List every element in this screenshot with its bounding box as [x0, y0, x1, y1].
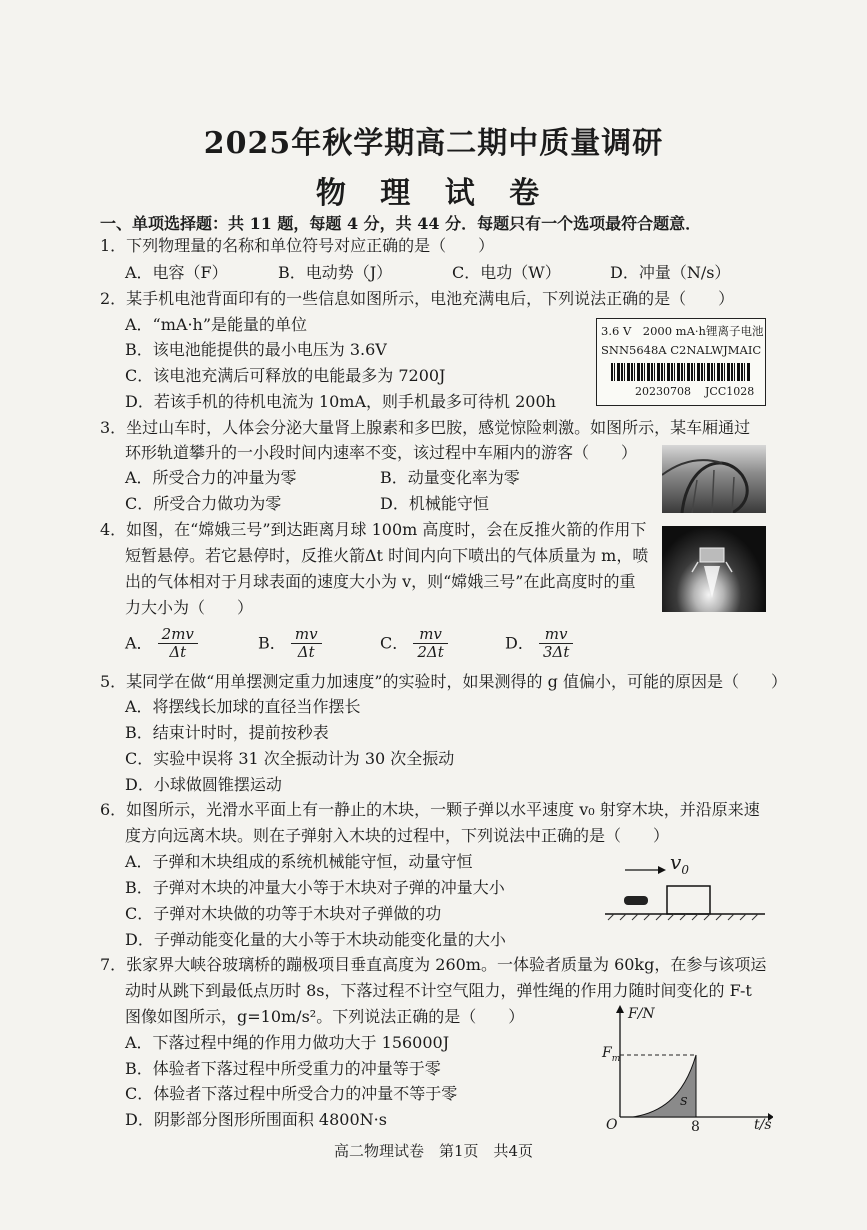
q2-option-b: B．该电池能提供的最小电压为 3.6V	[125, 340, 387, 359]
q4-option-a-label: A．	[125, 633, 153, 653]
q3-stem-line2: 环形轨道攀升的一小段时间内速率不变，该过程中车厢内的游客（ ）	[125, 443, 638, 462]
graph-fm-symbol: F	[602, 1045, 612, 1061]
q2-stem: 2．某手机电池背面印有的一些信息如图所示，电池充满电后，下列说法正确的是（ ）	[100, 289, 735, 308]
force-time-graph	[598, 1005, 773, 1135]
q7-stem-line1: 7．张家界大峡谷玻璃桥的蹦极项目垂直高度为 260m。一体验者质量为 60kg，在参与该项运	[100, 955, 767, 974]
q4-option-c	[380, 626, 448, 661]
battery-label-figure	[596, 318, 766, 406]
force-time-graph-drawing	[598, 1005, 773, 1135]
q4-option-c-label: C．	[380, 633, 409, 653]
q5-option-a: A．将摆线长加球的直径当作摆长	[125, 697, 361, 716]
q7-stem-line2: 动时从跳下到最低点历时 8s，下落过程不计空气阻力，弹性绳的作用力随时间变化的 F-t	[125, 981, 752, 1000]
q7-option-d: D．阴影部分图形所围面积 4800N·s	[125, 1110, 387, 1129]
q4-stem-line4: 力大小为（ ）	[125, 598, 254, 617]
q7-option-b: B．体验者下落过程中所受重力的冲量等于零	[125, 1059, 441, 1078]
q4-a-numerator: 2mv	[158, 626, 198, 644]
exam-title: 2025年秋学期高二期中质量调研	[203, 126, 664, 161]
exam-subtitle: 物 理 试 卷	[315, 176, 552, 211]
q3-stem-line1: 3．坐过山车时，人体会分泌大量肾上腺素和多巴胺，感觉惊险刺激。如图所示，某车厢通过	[100, 418, 751, 437]
velocity-symbol: v	[670, 850, 682, 874]
bullet-block-figure	[600, 850, 770, 926]
lunar-lander-photo	[662, 526, 766, 612]
velocity-subscript: 0	[681, 863, 689, 877]
q2-option-c: C．该电池充满后可释放的电能最多为 7200J	[125, 366, 446, 385]
q4-d-numerator: mv	[539, 626, 573, 644]
q4-option-d-fraction	[539, 626, 573, 661]
q6-stem-line2: 度方向远离木块。则在子弹射入木块的过程中，下列说法中正确的是（ ）	[125, 826, 670, 845]
q1-option-b: B．电动势（J）	[278, 263, 393, 282]
q1-option-a: A．电容（F）	[125, 263, 228, 282]
battery-label-code1: 20230708	[635, 385, 691, 398]
battery-label-line2: SNN5648A C2NALWJMAIC	[601, 343, 762, 357]
q6-option-a: A．子弹和木块组成的系统机械能守恒，动量守恒	[125, 852, 473, 871]
q2-option-d: D．若该手机的待机电流为 10mA，则手机最多可待机 200h	[125, 392, 556, 411]
q4-stem-line1: 4．如图，在“嫦娥三号”到达距离月球 100m 高度时，会在反推火箭的作用下	[100, 520, 647, 539]
battery-label-line1: 3.6 V 2000 mA·h锂离子电池	[601, 324, 764, 338]
q4-option-a-fraction	[158, 626, 198, 661]
q5-option-c: C．实验中误将 31 次全振动计为 30 次全振动	[125, 749, 455, 768]
q4-option-b-fraction	[291, 626, 322, 661]
graph-fm-subscript: m	[611, 1053, 621, 1064]
q6-stem-line1: 6．如图所示，光滑水平面上有一静止的木块，一颗子弹以水平速度 v₀ 射穿木块，并沿原来速	[100, 800, 760, 819]
graph-area-label: S	[680, 1095, 688, 1108]
q4-d-denominator: 3Δt	[542, 643, 570, 661]
bullet-block-drawing	[600, 850, 770, 926]
q4-c-denominator: 2Δt	[417, 643, 444, 661]
q3-option-a: A．所受合力的冲量为零	[125, 468, 297, 487]
graph-y-axis-label: F/N	[628, 1006, 655, 1022]
q6-option-c: C．子弹对木块做的功等于木块对子弹做的功	[125, 904, 442, 923]
q5-option-d: D．小球做圆锥摆运动	[125, 775, 282, 794]
graph-origin-label: O	[606, 1117, 618, 1133]
graph-x-axis-label: t/s	[754, 1117, 772, 1133]
q4-b-denominator: Δt	[297, 643, 315, 661]
q4-stem-line3: 出的气体相对于月球表面的速度大小为 v，则“嫦娥三号”在此高度时的重	[125, 572, 636, 591]
q4-b-numerator: mv	[291, 626, 322, 644]
q1-option-d: D．冲量（N/s）	[610, 263, 731, 282]
q5-option-b: B．结束计时时，提前按秒表	[125, 723, 329, 742]
q5-stem: 5．某同学在做“用单摆测定重力加速度”的实验时，如果测得的 g 值偏小，可能的原因是（ ）	[100, 672, 787, 691]
q1-stem: 1．下列物理量的名称和单位符号对应正确的是（ ）	[100, 236, 495, 255]
q4-option-b	[258, 626, 322, 661]
q3-option-b: B．动量变化率为零	[380, 468, 520, 487]
q4-option-d-label: D．	[505, 633, 534, 653]
q4-option-a	[125, 626, 198, 661]
q4-option-d	[505, 626, 573, 661]
q7-option-a: A．下落过程中绳的作用力做功大于 156000J	[125, 1033, 450, 1052]
roller-coaster-photo	[662, 445, 766, 513]
q4-c-numerator: mv	[413, 626, 447, 644]
q6-option-d: D．子弹动能变化量的大小等于木块动能变化量的大小	[125, 930, 506, 949]
q7-stem-line3: 图像如图所示，g=10m/s²。下列说法正确的是（ ）	[125, 1007, 525, 1026]
q4-option-c-fraction	[413, 626, 447, 661]
q1-option-c: C．电功（W）	[452, 263, 561, 282]
barcode-graphic	[611, 363, 751, 381]
q7-option-c: C．体验者下落过程中所受合力的冲量不等于零	[125, 1084, 458, 1103]
q4-a-denominator: Δt	[169, 643, 187, 661]
q2-option-a: A．“mA·h”是能量的单位	[125, 315, 308, 334]
section-heading: 一、单项选择题：共 11 题，每题 4 分，共 44 分．每题只有一个选项最符合题意．	[100, 214, 702, 233]
graph-fm-label	[602, 1045, 620, 1064]
graph-tick-label: 8	[691, 1119, 700, 1135]
q4-option-b-label: B．	[258, 633, 286, 653]
battery-label-code2: JCC1028	[705, 385, 755, 398]
q3-option-d: D．机械能守恒	[380, 494, 489, 513]
q4-stem-line2: 短暂悬停。若它悬停时，反推火箭Δt 时间内向下喷出的气体质量为 m，喷	[125, 546, 649, 565]
q6-option-b: B．子弹对木块的冲量大小等于木块对子弹的冲量大小	[125, 878, 505, 897]
q3-option-c: C．所受合力做功为零	[125, 494, 282, 513]
page-footer: 高二物理试卷 第1页 共4页	[333, 1142, 534, 1160]
